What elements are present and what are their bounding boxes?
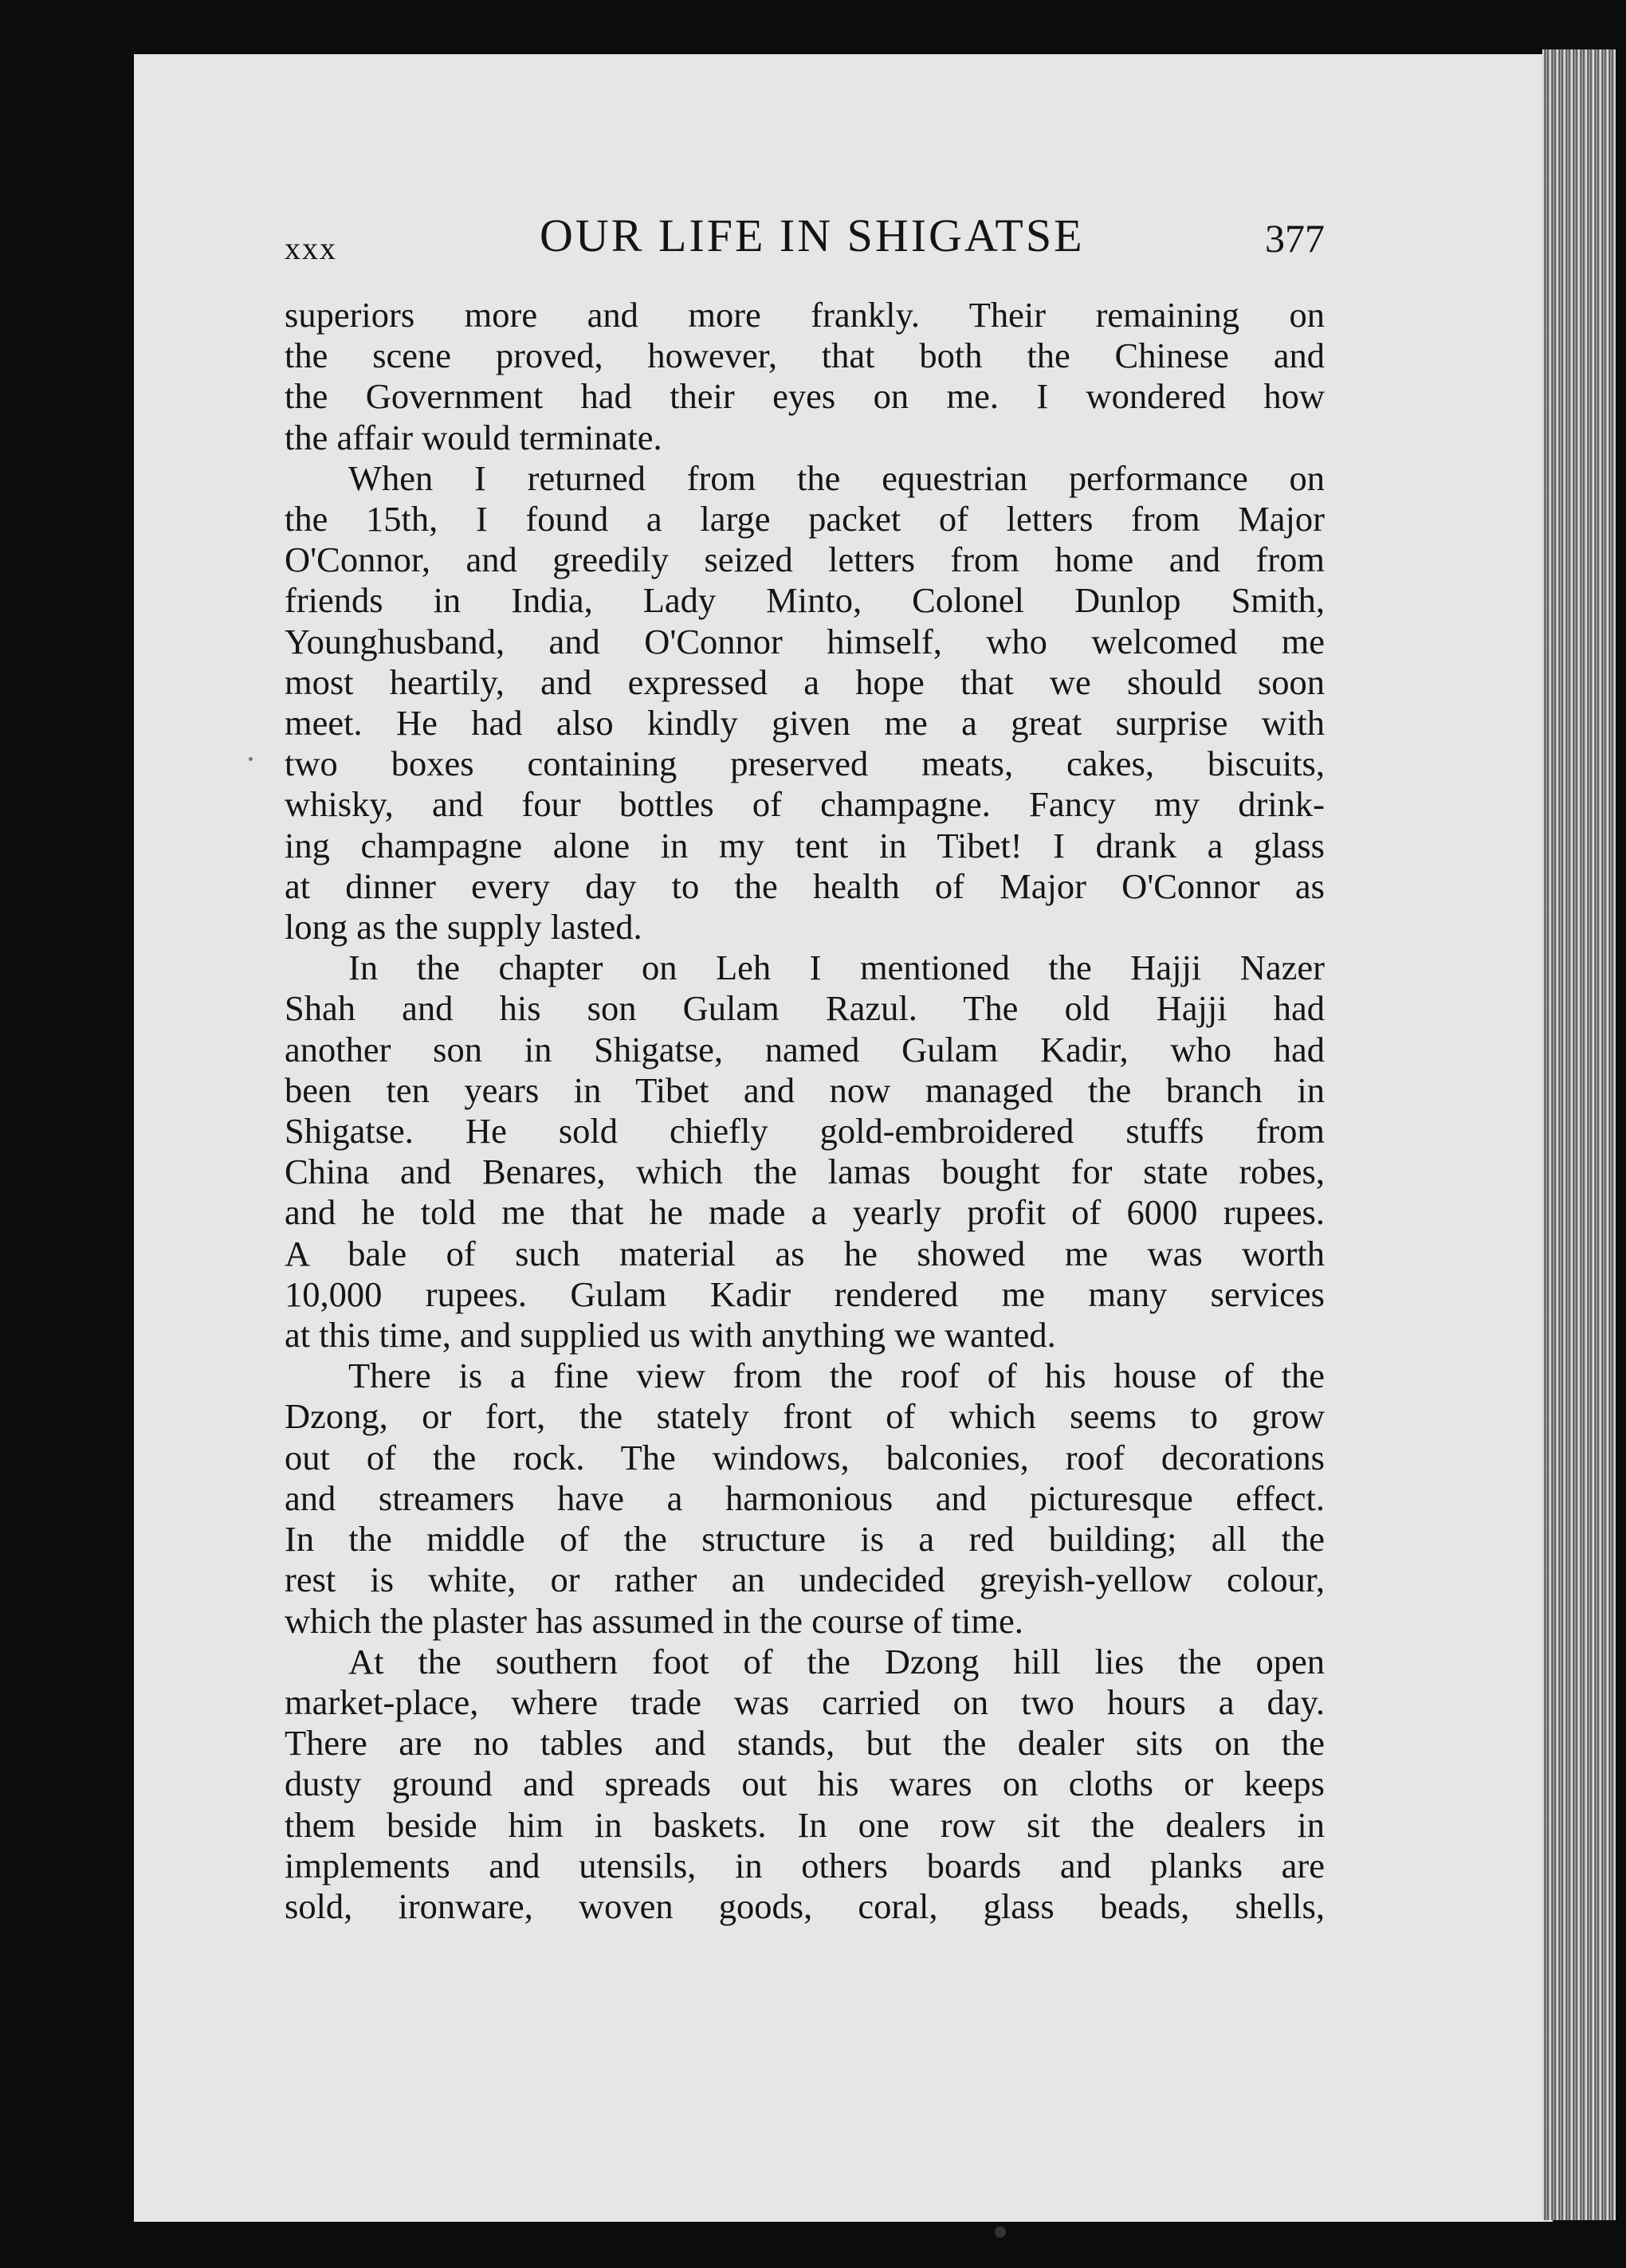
text-line: two boxes containing preserved meats, cakes, biscuits, (285, 744, 1325, 784)
text-line: In the chapter on Leh I mentioned the Hajji Nazer (348, 948, 1325, 988)
text-line: market-place, where trade was carried on two hours a day. (285, 1681, 1325, 1722)
text-line: When I returned from the equestrian performance on (348, 457, 1325, 498)
chapter-number: xxx (285, 230, 337, 266)
text-line: the Government had their eyes on me. I wondered how (285, 376, 1325, 417)
text-line: at this time, and supplied us with anything we wanted. (285, 1315, 1056, 1356)
text-line: O'Connor, and greedily seized letters from home and from (285, 540, 1325, 580)
text-line: At the southern foot of the Dzong hill lies the open (348, 1641, 1325, 1681)
text-line: Younghusband, and O'Connor himself, who welcomed me (285, 621, 1325, 661)
paragraph (285, 295, 1325, 458)
page-speck (995, 2227, 1006, 2238)
text-line: There is a fine view from the roof of his house of the (348, 1356, 1325, 1396)
text-line: at dinner every day to the health of Major O'Connor as (285, 865, 1325, 906)
text-line: China and Benares, which the lamas bought for state robes, (285, 1152, 1325, 1192)
text-line: Dzong, or fort, the stately front of which seems to grow (285, 1396, 1325, 1437)
page-speck (249, 757, 253, 761)
running-header (285, 209, 1325, 273)
text-line: been ten years in Tibet and now managed the branch in (285, 1069, 1325, 1110)
running-title: OUR LIFE IN SHIGATSE (540, 210, 1085, 261)
text-line: most heartily, and expressed a hope that we should soon (285, 661, 1325, 702)
paragraph (285, 1642, 1325, 1927)
text-line: the scene proved, however, that both the Chinese and (285, 335, 1325, 376)
text-line: ing champagne alone in my tent in Tibet! I drank a glass (285, 825, 1325, 865)
text-line: whisky, and four bottles of champagne. Fancy my drink- (285, 784, 1325, 825)
text-line: 10,000 rupees. Gulam Kadir rendered me many services (285, 1273, 1325, 1314)
text-line: meet. He had also kindly given me a great surprise with (285, 703, 1325, 744)
text-line: them beside him in baskets. In one row sit the dealers in (285, 1804, 1325, 1845)
text-line: A bale of such material as he showed me was worth (285, 1233, 1325, 1273)
text-line: There are no tables and stands, but the dealer sits on the (285, 1723, 1325, 1764)
text-line: the 15th, I found a large packet of letters from Major (285, 499, 1325, 540)
text-line: out of the rock. The windows, balconies, roof decorations (285, 1437, 1325, 1477)
body-text (285, 295, 1325, 1927)
text-line: implements and utensils, in others boards and planks are (285, 1845, 1325, 1885)
paragraph (285, 1356, 1325, 1641)
text-line: superiors more and more frankly. Their remaining on (285, 295, 1325, 335)
paragraph (285, 948, 1325, 1356)
paragraph (285, 458, 1325, 948)
text-line: friends in India, Lady Minto, Colonel Dunlop Smith, (285, 580, 1325, 621)
text-line: another son in Shigatse, named Gulam Kadir, who had (285, 1029, 1325, 1069)
text-line: and streamers have a harmonious and picturesque effect. (285, 1477, 1325, 1518)
text-line: Shigatse. He sold chiefly gold-embroidered stuffs from (285, 1111, 1325, 1152)
text-line: dusty ground and spreads out his wares on cloths or keeps (285, 1764, 1325, 1804)
text-line: long as the supply lasted. (285, 907, 642, 948)
page-number: 377 (1265, 216, 1325, 261)
text-line: the affair would terminate. (285, 417, 662, 457)
text-line: and he told me that he made a yearly profit of 6000 rupees. (285, 1192, 1325, 1233)
page-edges (1542, 49, 1616, 2220)
text-line: which the plaster has assumed in the course of time. (285, 1600, 1023, 1641)
text-line: rest is white, or rather an undecided greyish-yellow colour, (285, 1560, 1325, 1600)
text-line: Shah and his son Gulam Razul. The old Hajji had (285, 988, 1325, 1029)
text-line: sold, ironware, woven goods, coral, glass beads, shells, (285, 1885, 1325, 1926)
text-line: In the middle of the structure is a red building; all the (285, 1519, 1325, 1560)
